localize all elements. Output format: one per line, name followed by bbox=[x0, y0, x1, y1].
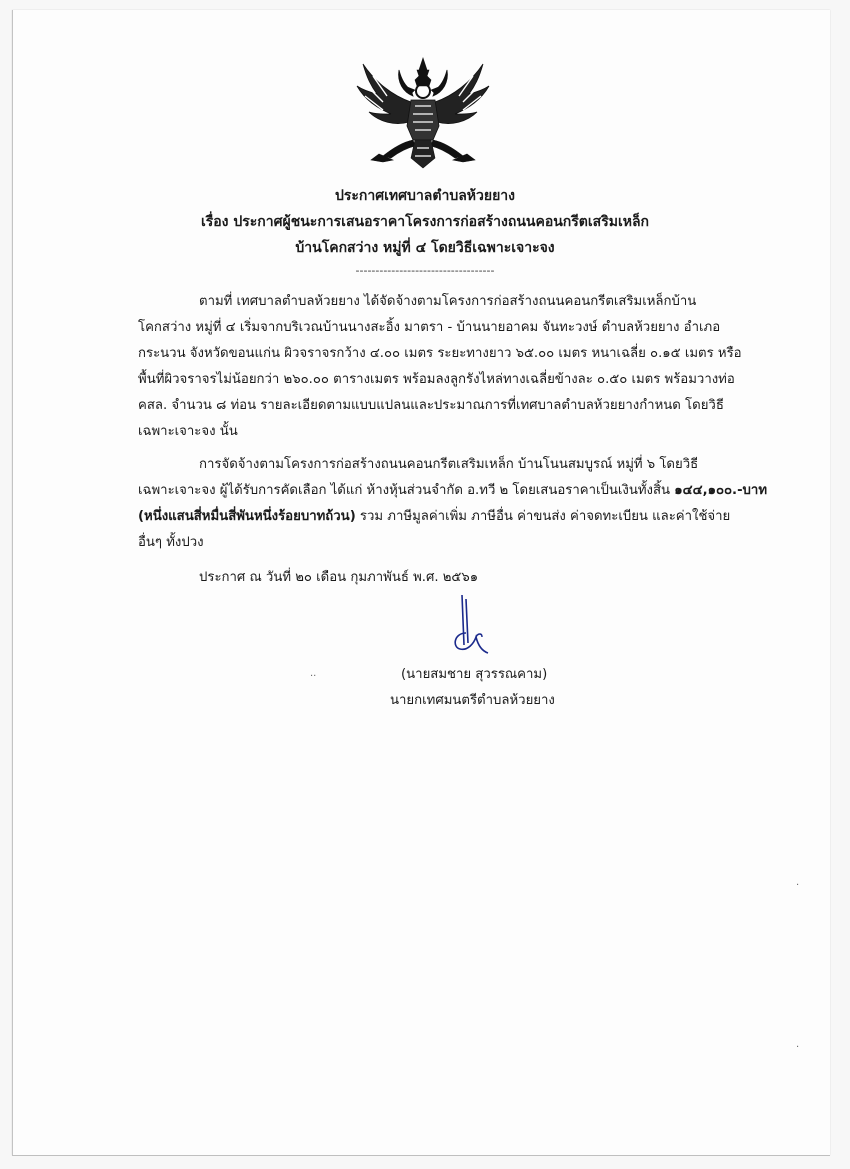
header-separator: ----------------------------------- bbox=[355, 264, 495, 277]
para2-line4: อื่นๆ ทั้งปวง bbox=[138, 535, 204, 550]
para1-line4: พื้นที่ผิวจราจรไม่น้อยกว่า ๒๖๐.๐๐ ตารางเมตร พร้อมลงลูกรังไหล่ทางเฉลี่ยข้างละ ๐.๕๐ เมตร พร้อมวางท่อ bbox=[138, 372, 735, 387]
scan-mark: · bbox=[796, 880, 800, 891]
announcement-title: ประกาศเทศบาลตำบลห้วยยาง bbox=[335, 188, 515, 204]
scan-mark: .. bbox=[310, 668, 317, 679]
announcement-date: ประกาศ ณ วันที่ ๒๐ เดือน กุมภาพันธ์ พ.ศ. ๒๕๖๑ bbox=[199, 570, 479, 585]
para2-line2 bbox=[138, 481, 767, 501]
para1-line6: เฉพาะเจาะจง นั้น bbox=[138, 424, 238, 439]
amount-in-words: (หนึ่งแสนสี่หมื่นสี่พันหนึ่งร้อยบาทถ้วน) bbox=[138, 509, 356, 524]
para2-line3 bbox=[138, 507, 730, 527]
para1-line3: กระนวน จังหวัดขอนแก่น ผิวจราจรกว้าง ๔.๐๐ เมตร ระยะทางยาว ๖๕.๐๐ เมตร หนาเฉลี่ย ๐.๑๕ เมตร หรือ bbox=[138, 346, 742, 361]
para2-line2-text: เฉพาะเจาะจง ผู้ได้รับการคัดเลือก ได้แก่ ห้างหุ้นส่วนจำกัด อ.ทวี ๒ โดยเสนอราคาเป็นเงินทั้งสิ้น bbox=[138, 483, 675, 498]
handwritten-signature bbox=[448, 593, 494, 661]
para1-line2: โคกสว่าง หมู่ที่ ๔ เริ่มจากบริเวณบ้านนางสะอิ้ง มาตรา - บ้านนายอาคม จันทะวงษ์ ตำบลห้วยยาง อำเภอ bbox=[138, 320, 721, 335]
page-edge-bottom bbox=[12, 1155, 830, 1156]
page-edge-left bbox=[12, 10, 13, 1155]
contract-amount: ๑๔๔,๑๐๐.-บาท bbox=[674, 483, 768, 498]
announcement-subject: เรื่อง ประกาศผู้ชนะการเสนอราคาโครงการก่อสร้างถนนคอนกรีตเสริมเหล็ก bbox=[200, 214, 650, 230]
para2-line3-text: รวม ภาษีมูลค่าเพิ่ม ภาษีอื่น ค่าขนส่ง ค่าจดทะเบียน และค่าใช้จ่าย bbox=[355, 509, 731, 524]
announcement-subject-continued: บ้านโคกสว่าง หมู่ที่ ๔ โดยวิธีเฉพาะเจาะจง bbox=[295, 240, 555, 256]
para1-line1: ตามที่ เทศบาลตำบลห้วยยาง ได้จัดจ้างตามโครงการก่อสร้างถนนคอนกรีตเสริมเหล็กบ้าน bbox=[199, 294, 697, 309]
garuda-emblem-icon bbox=[353, 56, 493, 172]
para1-line5: คสล. จำนวน ๘ ท่อน รายละเอียดตามแบบแปลนและประมาณการที่เทศบาลตำบลห้วยยางกำหนด โดยวิธี bbox=[138, 398, 724, 413]
para2-line1: การจัดจ้างตามโครงการก่อสร้างถนนคอนกรีตเสริมเหล็ก บ้านโนนสมบูรณ์ หมู่ที่ ๖ โดยวิธี bbox=[199, 457, 699, 472]
scan-mark: · bbox=[796, 1042, 800, 1053]
signatory-name: (นายสมชาย สุวรรณคาม) bbox=[401, 667, 548, 682]
signatory-position: นายกเทศมนตรีตำบลห้วยยาง bbox=[390, 693, 555, 708]
